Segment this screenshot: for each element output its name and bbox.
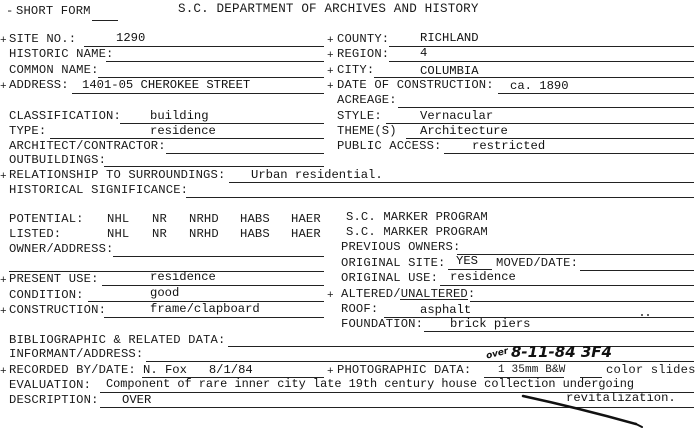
original-use-value: residence <box>450 270 516 284</box>
description-value: OVER <box>122 393 152 407</box>
address-value: 1401-05 CHEROKEE STREET <box>82 78 251 92</box>
condition-label: CONDITION: <box>9 288 84 302</box>
present-use-label: PRESENT USE: <box>9 272 99 286</box>
style-value: Vernacular <box>420 109 494 123</box>
evaluation-label: EVALUATION: <box>9 378 92 392</box>
plus-marker: + <box>327 50 334 62</box>
plus-marker: + <box>0 306 7 318</box>
altered-label: ALTERED/UNALTERED: <box>341 287 476 301</box>
region-label: REGION: <box>337 47 390 61</box>
relationship-value: Urban residential. <box>251 168 383 182</box>
recorded-by-label: RECORDED BY/DATE: <box>9 363 136 377</box>
acreage-label: ACREAGE: <box>337 93 397 107</box>
original-site-value: YES <box>456 254 478 268</box>
type-label: TYPE: <box>9 124 47 138</box>
city-label: CITY: <box>337 63 375 77</box>
listed-option-nr: NR <box>152 227 167 241</box>
handwritten-note-main: 8-11-84 3F4 <box>511 343 612 361</box>
architect-label: ARCHITECT/CONTRACTOR: <box>9 139 166 153</box>
handwritten-note-small: over <box>485 346 510 362</box>
listed-option-haer: HAER <box>291 227 321 241</box>
marker-program-listed: S.C. MARKER PROGRAM <box>346 225 488 239</box>
condition-value: good <box>150 286 180 300</box>
plus-marker: + <box>0 81 7 93</box>
date-construction-label: DATE OF CONSTRUCTION: <box>337 78 494 92</box>
style-label: STYLE: <box>337 109 382 123</box>
potential-option-nrhd: NRHD <box>189 212 219 226</box>
potential-option-nhl: NHL <box>107 212 130 226</box>
bibliographic-label: BIBLIOGRAPHIC & RELATED DATA: <box>9 333 226 347</box>
plus-marker: + <box>327 66 334 78</box>
historic-name-label: HISTORIC NAME: <box>9 47 114 61</box>
listed-label: LISTED: <box>9 227 62 241</box>
plus-marker: + <box>327 35 334 47</box>
type-value: residence <box>150 124 216 138</box>
form-type-label: SHORT FORM <box>16 4 91 18</box>
plus-marker: + <box>327 366 334 378</box>
listed-option-habs: HABS <box>240 227 270 241</box>
roof-label: ROOF: <box>341 302 379 316</box>
original-use-label: ORIGINAL USE: <box>341 271 439 285</box>
construction-label: CONSTRUCTION: <box>9 303 107 317</box>
listed-option-nrhd: NRHD <box>189 227 219 241</box>
potential-option-habs: HABS <box>240 212 270 226</box>
county-value: RICHLAND <box>420 31 479 45</box>
themes-label: THEME(S) <box>337 124 397 138</box>
roof-value: asphalt <box>420 303 472 317</box>
address-label: ADDRESS: <box>9 78 69 92</box>
public-access-label: PUBLIC ACCESS: <box>337 139 442 153</box>
classification-value: building <box>150 109 209 123</box>
plus-marker: + <box>0 171 7 183</box>
photographic-data-label: PHOTOGRAPHIC DATA: <box>337 363 472 377</box>
original-site-label: ORIGINAL SITE: <box>341 256 446 270</box>
site-no-value: 1290 <box>116 31 146 45</box>
potential-option-nr: NR <box>152 212 167 226</box>
listed-option-nhl: NHL <box>107 227 130 241</box>
plus-marker: + <box>327 290 334 302</box>
owner-address-label: OWNER/ADDRESS: <box>9 242 114 256</box>
informant-label: INFORMANT/ADDRESS: <box>9 347 144 361</box>
plus-marker: + <box>0 275 7 287</box>
construction-value: frame/clapboard <box>150 302 260 316</box>
foundation-label: FOUNDATION: <box>341 317 424 331</box>
region-value: 4 <box>420 46 428 60</box>
marker-program-potential: S.C. MARKER PROGRAM <box>346 210 488 224</box>
themes-value: Architecture <box>420 124 508 138</box>
city-value: COLUMBIA <box>420 64 479 78</box>
site-no-label: SITE NO.: <box>9 32 77 46</box>
county-label: COUNTY: <box>337 32 390 46</box>
evaluation-value: Component of rare inner city late 19th century house collection undergoing <box>106 377 635 391</box>
public-access-value: restricted <box>472 139 546 153</box>
plus-marker: + <box>327 81 334 93</box>
common-name-label: COMMON NAME: <box>9 63 99 77</box>
classification-label: CLASSIFICATION: <box>9 109 121 123</box>
relationship-label: RELATIONSHIP TO SURROUNDINGS: <box>9 168 226 182</box>
bullet-header: - <box>6 4 14 18</box>
historical-significance-label: HISTORICAL SIGNIFICANCE: <box>9 183 189 197</box>
previous-owners-label: PREVIOUS OWNERS: <box>341 240 461 254</box>
potential-option-haer: HAER <box>291 212 321 226</box>
evaluation-value-continued: revitalization. <box>566 391 676 405</box>
moved-date-label: MOVED/DATE: <box>496 256 579 270</box>
outbuildings-label: OUTBUILDINGS: <box>9 153 107 167</box>
potential-label: POTENTIAL: <box>9 212 84 226</box>
description-label: DESCRIPTION: <box>9 393 99 407</box>
recorded-by-value: N. Fox 8/1/84 <box>143 363 253 377</box>
plus-marker: + <box>0 366 7 378</box>
form-title: S.C. DEPARTMENT OF ARCHIVES AND HISTORY <box>178 2 479 16</box>
present-use-value: residence <box>150 270 216 284</box>
plus-marker: + <box>0 35 7 47</box>
photographic-value-color: color slides <box>606 363 696 377</box>
photographic-value-bw: 1 35mm B&W <box>498 364 566 376</box>
date-construction-value: ca. 1890 <box>510 79 569 93</box>
foundation-value: brick piers <box>450 317 531 331</box>
